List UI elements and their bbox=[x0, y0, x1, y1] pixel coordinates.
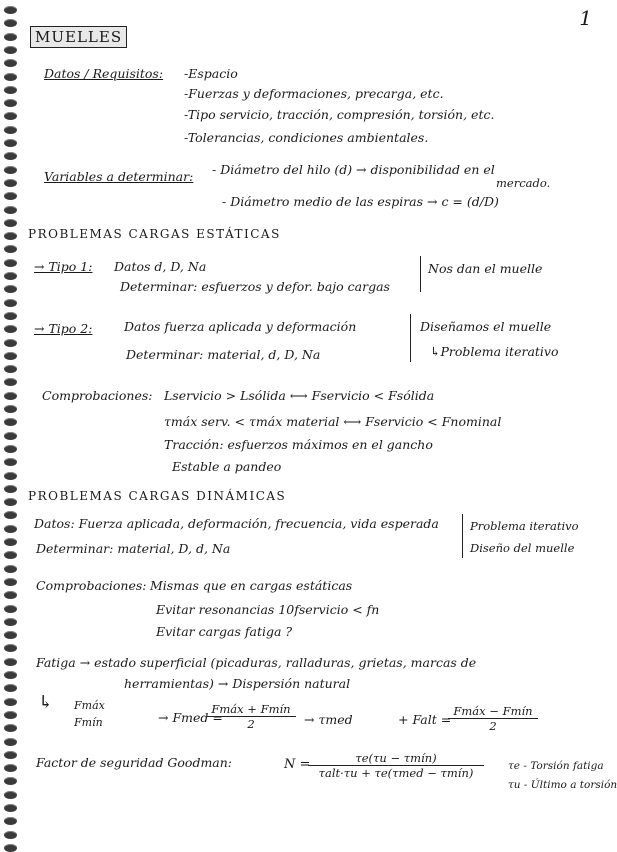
comprobacion: τmáx serv. < τmáx material ⟷ Fservicio < Fnominal bbox=[164, 414, 502, 429]
variables-label: Variables a determinar: bbox=[44, 169, 194, 184]
binding-ring bbox=[4, 631, 17, 639]
binding-ring bbox=[4, 139, 17, 147]
binding-ring bbox=[4, 698, 17, 706]
brace bbox=[420, 256, 421, 292]
binding-ring bbox=[4, 511, 17, 519]
fmed-lhs: → Fmed = bbox=[158, 710, 223, 725]
falt-lhs: + Falt = bbox=[398, 712, 452, 727]
binding-ring bbox=[4, 498, 17, 506]
binding-ring bbox=[4, 551, 17, 559]
binding-ring bbox=[4, 578, 17, 586]
tmed-label: → τmed bbox=[304, 712, 353, 727]
comprobaciones-label: Comprobaciones: bbox=[36, 578, 147, 593]
falt-numerator: Fmáx − Fmín bbox=[448, 704, 538, 719]
tipo2-label: → Tipo 2: bbox=[34, 321, 93, 336]
falt-denominator: 2 bbox=[489, 719, 497, 733]
binding-ring bbox=[4, 538, 17, 546]
goodman-label: Factor de seguridad Goodman: bbox=[36, 755, 233, 770]
page-number: 1 bbox=[579, 6, 592, 30]
binding-ring bbox=[4, 312, 17, 320]
binding-ring bbox=[4, 179, 17, 187]
binding-ring bbox=[4, 738, 17, 746]
binding-ring bbox=[4, 192, 17, 200]
comprobaciones-label: Comprobaciones: bbox=[42, 388, 153, 403]
binding-ring bbox=[4, 458, 17, 466]
binding-ring bbox=[4, 166, 17, 174]
binding-ring bbox=[4, 126, 17, 134]
comprobacion: Evitar cargas fatiga ? bbox=[156, 624, 293, 639]
fmed-numerator: Fmáx + Fmín bbox=[206, 702, 296, 717]
binding-ring bbox=[4, 365, 17, 373]
binding-ring bbox=[4, 219, 17, 227]
tipo2-determinar: Determinar: material, d, D, Na bbox=[126, 347, 321, 362]
goodman-lhs: N = bbox=[284, 757, 311, 772]
binding-ring bbox=[4, 99, 17, 107]
comprobacion: Evitar resonancias 10fservicio < fn bbox=[156, 602, 380, 617]
binding-ring bbox=[4, 445, 17, 453]
binding-ring bbox=[4, 791, 17, 799]
fmax-label: Fmáx bbox=[74, 699, 105, 712]
binding-ring bbox=[4, 605, 17, 613]
binding-ring bbox=[4, 325, 17, 333]
comprobacion: Mismas que en cargas estáticas bbox=[150, 578, 353, 593]
binding-ring bbox=[4, 684, 17, 692]
spiral-binding bbox=[0, 0, 24, 848]
binding-ring bbox=[4, 831, 17, 839]
comprobacion: Tracción: esfuerzos máximos en el gancho bbox=[164, 437, 433, 452]
binding-ring bbox=[4, 658, 17, 666]
goodman-fraction bbox=[308, 751, 484, 780]
binding-ring bbox=[4, 245, 17, 253]
binding-ring bbox=[4, 405, 17, 413]
datos-item: -Tipo servicio, tracción, compresión, torsión, etc. bbox=[184, 107, 495, 122]
datos-item: -Fuerzas y deformaciones, precarga, etc. bbox=[184, 86, 444, 101]
binding-ring bbox=[4, 764, 17, 772]
binding-ring bbox=[4, 232, 17, 240]
binding-ring bbox=[4, 804, 17, 812]
goodman-denominator: τalt·τu + τe(τmed − τmín) bbox=[318, 766, 474, 780]
section-heading-estaticas: PROBLEMAS CARGAS ESTÁTICAS bbox=[28, 227, 281, 241]
binding-ring bbox=[4, 46, 17, 54]
binding-ring bbox=[4, 618, 17, 626]
page-title: MUELLES bbox=[30, 26, 127, 48]
fatiga-line: Fatiga → estado superficial (picaduras, ralladuras, grietas, marcas de bbox=[36, 655, 477, 670]
binding-ring bbox=[4, 711, 17, 719]
binding-ring bbox=[4, 299, 17, 307]
tipo2-datos: Datos fuerza aplicada y deformación bbox=[124, 319, 357, 334]
falt-fraction bbox=[448, 704, 538, 733]
brace bbox=[410, 314, 411, 362]
binding-ring bbox=[4, 591, 17, 599]
dinamicas-note: Problema iterativo bbox=[470, 519, 579, 533]
binding-ring bbox=[4, 6, 17, 14]
binding-ring bbox=[4, 112, 17, 120]
tipo1-label: → Tipo 1: bbox=[34, 259, 93, 274]
binding-ring bbox=[4, 285, 17, 293]
tipo1-determinar: Determinar: esfuerzos y defor. bajo cargas bbox=[120, 279, 390, 294]
binding-ring bbox=[4, 352, 17, 360]
tipo2-note: ↳Problema iterativo bbox=[430, 344, 559, 359]
binding-ring bbox=[4, 33, 17, 41]
binding-ring bbox=[4, 73, 17, 81]
datos-item: -Tolerancias, condiciones ambientales. bbox=[184, 130, 429, 145]
dinamicas-datos: Datos: Fuerza aplicada, deformación, frecuencia, vida esperada bbox=[34, 516, 439, 531]
binding-ring bbox=[4, 472, 17, 480]
binding-ring bbox=[4, 59, 17, 67]
binding-ring bbox=[4, 152, 17, 160]
goodman-note: τe - Torsión fatiga bbox=[508, 760, 604, 772]
variables-line: mercado. bbox=[496, 176, 551, 190]
tipo1-datos: Datos d, D, Na bbox=[114, 259, 207, 274]
comprobacion: Estable a pandeo bbox=[172, 459, 282, 474]
fmed-fraction bbox=[206, 702, 296, 731]
binding-ring bbox=[4, 844, 17, 852]
arrow-icon: ↳ bbox=[38, 692, 54, 713]
tipo1-note: Nos dan el muelle bbox=[428, 261, 543, 276]
fatiga-line: herramientas) → Dispersión natural bbox=[124, 676, 351, 691]
binding-ring bbox=[4, 751, 17, 759]
tipo2-note: Diseñamos el muelle bbox=[420, 319, 552, 334]
binding-ring bbox=[4, 432, 17, 440]
binding-ring bbox=[4, 86, 17, 94]
fmin-label: Fmín bbox=[74, 716, 103, 729]
fmed-denominator: 2 bbox=[247, 717, 255, 731]
datos-label: Datos / Requisitos: bbox=[44, 66, 164, 81]
binding-ring bbox=[4, 525, 17, 533]
binding-ring bbox=[4, 259, 17, 267]
goodman-numerator: τe(τu − τmín) bbox=[308, 751, 484, 766]
binding-ring bbox=[4, 339, 17, 347]
section-heading-dinamicas: PROBLEMAS CARGAS DINÁMICAS bbox=[28, 489, 287, 503]
binding-ring bbox=[4, 272, 17, 280]
binding-ring bbox=[4, 644, 17, 652]
dinamicas-determinar: Determinar: material, D, d, Na bbox=[36, 541, 231, 556]
binding-ring bbox=[4, 418, 17, 426]
binding-ring bbox=[4, 817, 17, 825]
binding-ring bbox=[4, 671, 17, 679]
binding-ring bbox=[4, 19, 17, 27]
comprobacion: Lservicio > Lsólida ⟷ Fservicio < Fsólida bbox=[164, 388, 435, 403]
binding-ring bbox=[4, 485, 17, 493]
brace bbox=[462, 514, 463, 558]
binding-ring bbox=[4, 206, 17, 214]
dinamicas-note: Diseño del muelle bbox=[470, 541, 575, 555]
variables-line: - Diámetro del hilo (d) → disponibilidad en el bbox=[212, 162, 495, 177]
binding-ring bbox=[4, 392, 17, 400]
datos-item: -Espacio bbox=[184, 66, 238, 81]
binding-ring bbox=[4, 378, 17, 386]
goodman-note: τu - Último a torsión bbox=[508, 779, 617, 791]
binding-ring bbox=[4, 724, 17, 732]
binding-ring bbox=[4, 777, 17, 785]
binding-ring bbox=[4, 565, 17, 573]
variables-line: - Diámetro medio de las espiras → c = (d/D) bbox=[222, 194, 499, 209]
